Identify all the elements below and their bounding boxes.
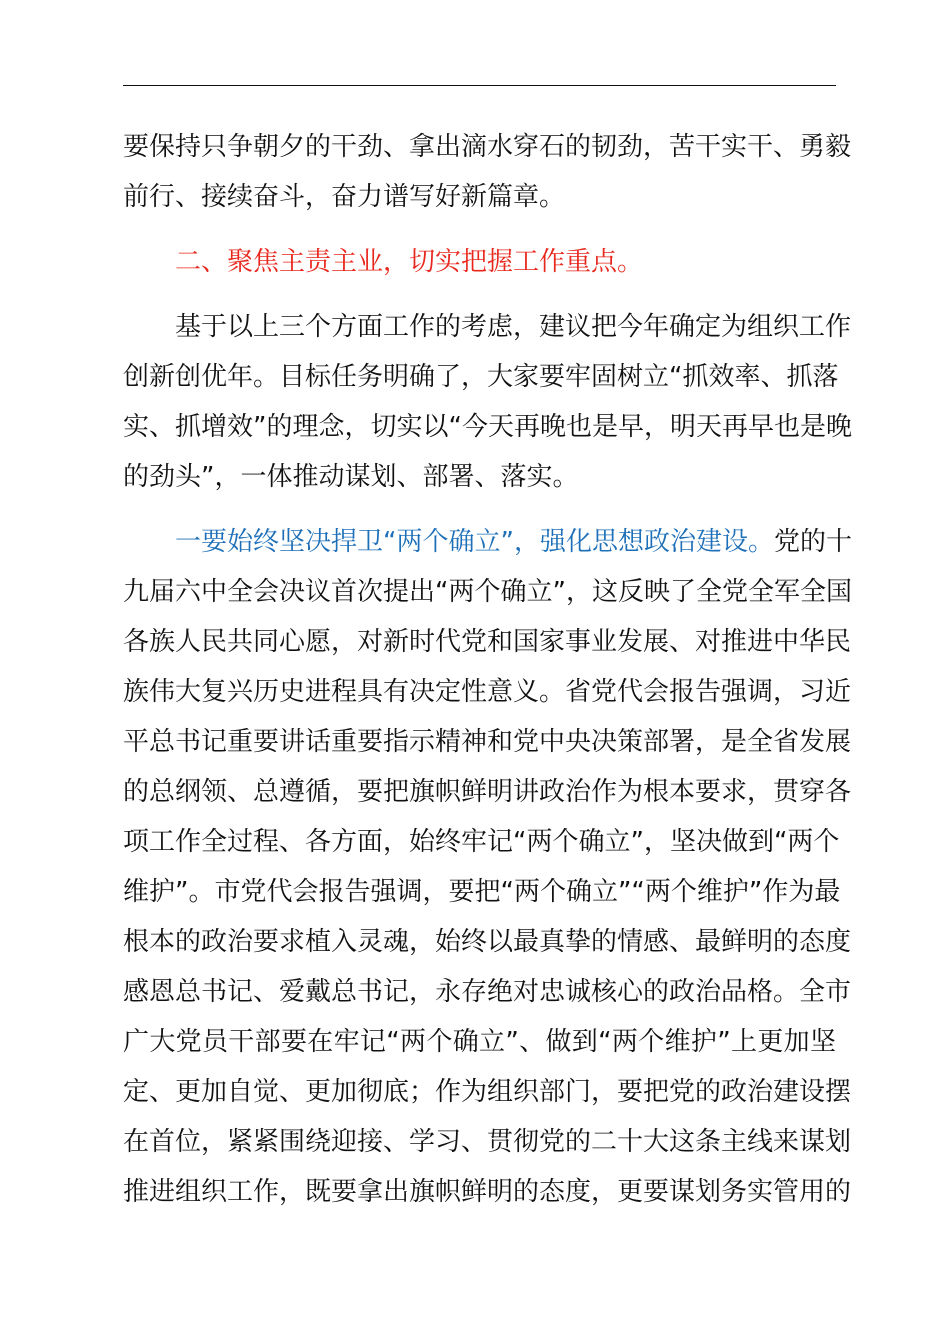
header-rule	[123, 85, 836, 86]
text-line: 平总书记重要讲话重要指示精神和党中央决策部署，是全省发展	[123, 727, 852, 757]
text-line: 要保持只争朝夕的干劲、拿出滴水穿石的韧劲，苦干实干、勇毅	[123, 132, 852, 162]
text-line: 广大党员干部要在牢记“两个确立”、做到“两个维护”上更加坚	[123, 1027, 836, 1057]
text-line: 的总纲领、总遵循，要把旗帜鲜明讲政治作为根本要求，贯穿各	[123, 777, 852, 807]
text-line: 前行、接续奋斗，奋力谱写好新篇章。	[123, 182, 566, 212]
text-line: 项工作全过程、各方面，始终牢记“两个确立”，坚决做到“两个	[123, 827, 840, 857]
text-line: 九届六中全会决议首次提出“两个确立”，这反映了全党全军全国	[123, 577, 852, 607]
text-line-first	[123, 517, 852, 567]
text-line: 在首位，紧紧围绕迎接、学习、贯彻党的二十大这条主线来谋划	[123, 1127, 852, 1157]
text-line: 的劲头”，一体推动谋划、部署、落实。	[123, 462, 579, 492]
document-body	[123, 122, 852, 1217]
text-line: 各族人民共同心愿，对新时代党和国家事业发展、对推进中华民	[123, 627, 852, 657]
point-text-start: 党的十	[773, 527, 852, 557]
text-line: 定、更加自觉、更加彻底；作为组织部门，要把党的政治建设摆	[123, 1077, 852, 1107]
text-line: 创新创优年。目标任务明确了，大家要牢固树立“抓效率、抓落	[123, 362, 839, 392]
paragraph-point-one	[123, 517, 852, 1217]
text-line: 推进组织工作，既要拿出旗帜鲜明的态度，更要谋划务实管用的	[123, 1177, 852, 1207]
point-highlight: 一要始终坚决捍卫“两个确立”，强化思想政治建设。	[175, 527, 774, 557]
text-line: 根本的政治要求植入灵魂，始终以最真挚的情感、最鲜明的态度	[123, 927, 852, 957]
text-line: 感恩总书记、爱戴总书记，永存绝对忠诚核心的政治品格。全市	[123, 977, 852, 1007]
paragraph-continuation	[123, 122, 852, 222]
text-line: 基于以上三个方面工作的考虑，建议把今年确定为组织工作	[175, 312, 852, 342]
text-line: 实、抓增效”的理念，切实以“今天再晚也是早，明天再早也是晚	[123, 412, 852, 442]
text-line: 族伟大复兴历史进程具有决定性意义。省党代会报告强调，习近	[123, 677, 852, 707]
paragraph-intro	[123, 302, 852, 502]
section-heading: 二、聚焦主责主业，切实把握工作重点。	[175, 247, 644, 277]
text-line: 维护”。市党代会报告强调，要把“两个确立”“两个维护”作为最	[123, 877, 841, 907]
